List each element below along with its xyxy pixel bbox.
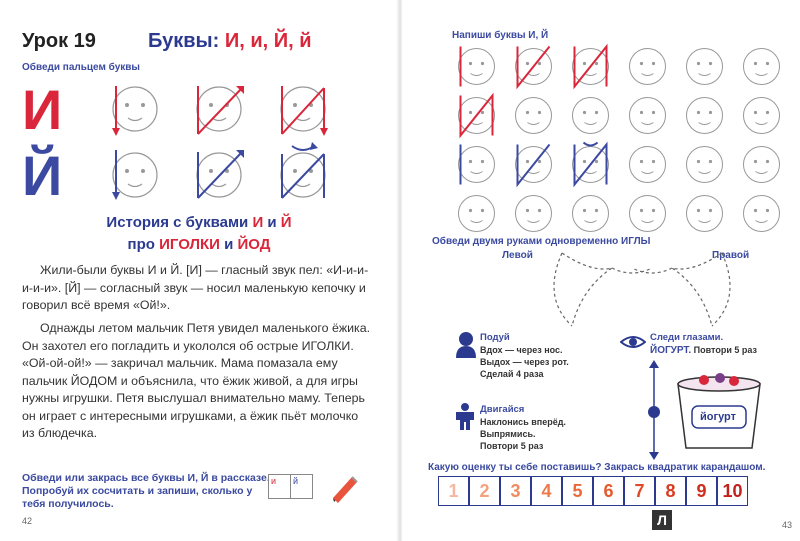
practice-face[interactable] xyxy=(459,96,495,136)
left-page xyxy=(0,0,398,541)
move-exercise: Двигайся Наклонись вперёд. Выпрямись. Повтори 5 раз xyxy=(480,404,566,451)
practice-face[interactable] xyxy=(459,145,495,185)
practice-face[interactable] xyxy=(516,98,552,134)
face-writing-grid xyxy=(448,42,788,238)
grade-boxes xyxy=(438,476,748,506)
practice-face[interactable] xyxy=(573,143,609,185)
practice-face[interactable] xyxy=(573,196,609,232)
pencil-icon xyxy=(330,474,360,504)
story-title xyxy=(0,212,398,256)
grade-question: Какую оценку ты себе поставишь? Закрась квадратик карандашом. xyxy=(428,462,766,473)
story-paragraph-2: Однажды летом мальчик Петя увидел маленького ёжика. Он захотел его погладить и укололся об острые ИГОЛКИ. «Ой-ой-ой!» — закричал мальчик. Мама помазала ему пальчик ЙОДОМ и объяснила, что ёжик живой, а для игры нужны игрушки. Петя выслушал внимательно маму. Теперь он играет с интересными игрушками, а ёжик пьёт молочко из блюдечка. xyxy=(22,321,371,440)
yogurt-label: йогурт xyxy=(700,411,736,423)
lesson-number: Урок 19 xyxy=(22,30,96,52)
trace-face-i-3 xyxy=(272,78,334,140)
exercise-person-icon xyxy=(454,402,476,430)
eye-track-line xyxy=(646,360,662,460)
eyes-exercise: Следи глазами. ЙОГУРТ. Повтори 5 раз xyxy=(650,332,757,356)
page-number-right: 43 xyxy=(782,520,793,530)
count-box-i[interactable]: и xyxy=(269,475,291,499)
trace-face-y-1 xyxy=(104,142,166,204)
count-box-y[interactable]: й xyxy=(291,475,313,499)
lesson-title xyxy=(148,30,312,53)
practice-face[interactable] xyxy=(744,49,780,85)
needle-tracing xyxy=(552,248,732,338)
right-page xyxy=(402,0,800,541)
practice-face[interactable] xyxy=(573,47,609,87)
publisher-logo: Л xyxy=(652,510,672,530)
page-number-left: 42 xyxy=(22,516,33,526)
story-title-line-1: История с буквами И и Й xyxy=(106,214,292,231)
grade-4[interactable]: 4 xyxy=(531,476,562,506)
hands-instruction: Обведи двумя руками одновременно ИГЛЫ xyxy=(432,236,651,247)
practice-face[interactable] xyxy=(687,98,723,134)
grade-10[interactable]: 10 xyxy=(717,476,748,506)
count-boxes xyxy=(268,474,313,499)
big-letter-y: Й xyxy=(22,144,63,207)
practice-face[interactable] xyxy=(516,145,552,185)
story-paragraph-1: Жили-были буквы И и Й. [И] — гласный звук пел: «И-и-и-и-и-и». [Й] — согласный звук — носил маленькую кепочку и говорил всё время «Ой!». xyxy=(22,263,369,312)
grade-8[interactable]: 8 xyxy=(655,476,686,506)
trace-face-y-2 xyxy=(188,142,250,204)
practice-face[interactable] xyxy=(459,196,495,232)
practice-face[interactable] xyxy=(516,47,552,87)
practice-face[interactable] xyxy=(630,147,666,183)
trace-face-i-2 xyxy=(188,78,250,140)
story-title-line-2: про ИГОЛКИ и ЙОД xyxy=(127,236,271,253)
title-letters: И, и, Й, й xyxy=(224,30,312,52)
practice-face[interactable] xyxy=(744,98,780,134)
left-hand-label: Левой xyxy=(502,250,533,261)
breathe-exercise: Подуй Вдох — через нос. Выдох — через рот. Сделай 4 раза xyxy=(480,332,569,379)
grade-1[interactable]: 1 xyxy=(438,476,469,506)
grade-9[interactable]: 9 xyxy=(686,476,717,506)
grade-5[interactable]: 5 xyxy=(562,476,593,506)
practice-face[interactable] xyxy=(687,147,723,183)
practice-face[interactable] xyxy=(687,196,723,232)
grade-7[interactable]: 7 xyxy=(624,476,655,506)
practice-face[interactable] xyxy=(744,147,780,183)
breathe-person-icon xyxy=(454,330,478,358)
big-letter-i: И xyxy=(22,78,63,141)
practice-face[interactable] xyxy=(687,49,723,85)
write-instruction: Напиши буквы И, Й xyxy=(452,30,549,41)
practice-face[interactable] xyxy=(630,98,666,134)
practice-face[interactable] xyxy=(459,47,495,87)
grade-3[interactable]: 3 xyxy=(500,476,531,506)
practice-face[interactable] xyxy=(573,98,609,134)
practice-face[interactable] xyxy=(516,196,552,232)
eye-icon xyxy=(620,334,646,350)
title-prefix: Буквы: xyxy=(148,30,220,52)
grade-2[interactable]: 2 xyxy=(469,476,500,506)
right-hand-label: Правой xyxy=(712,250,750,261)
trace-face-i-1 xyxy=(104,78,166,140)
practice-face[interactable] xyxy=(630,196,666,232)
count-task: Обведи или закрась все буквы И, Й в рассказе. Попробуй их сосчитать и запиши, сколько у тебя получилось. xyxy=(22,472,270,510)
trace-instruction: Обведи пальцем буквы xyxy=(22,62,140,73)
practice-face[interactable] xyxy=(744,196,780,232)
grade-6[interactable]: 6 xyxy=(593,476,624,506)
trace-face-y-3 xyxy=(272,142,334,204)
practice-face[interactable] xyxy=(630,49,666,85)
